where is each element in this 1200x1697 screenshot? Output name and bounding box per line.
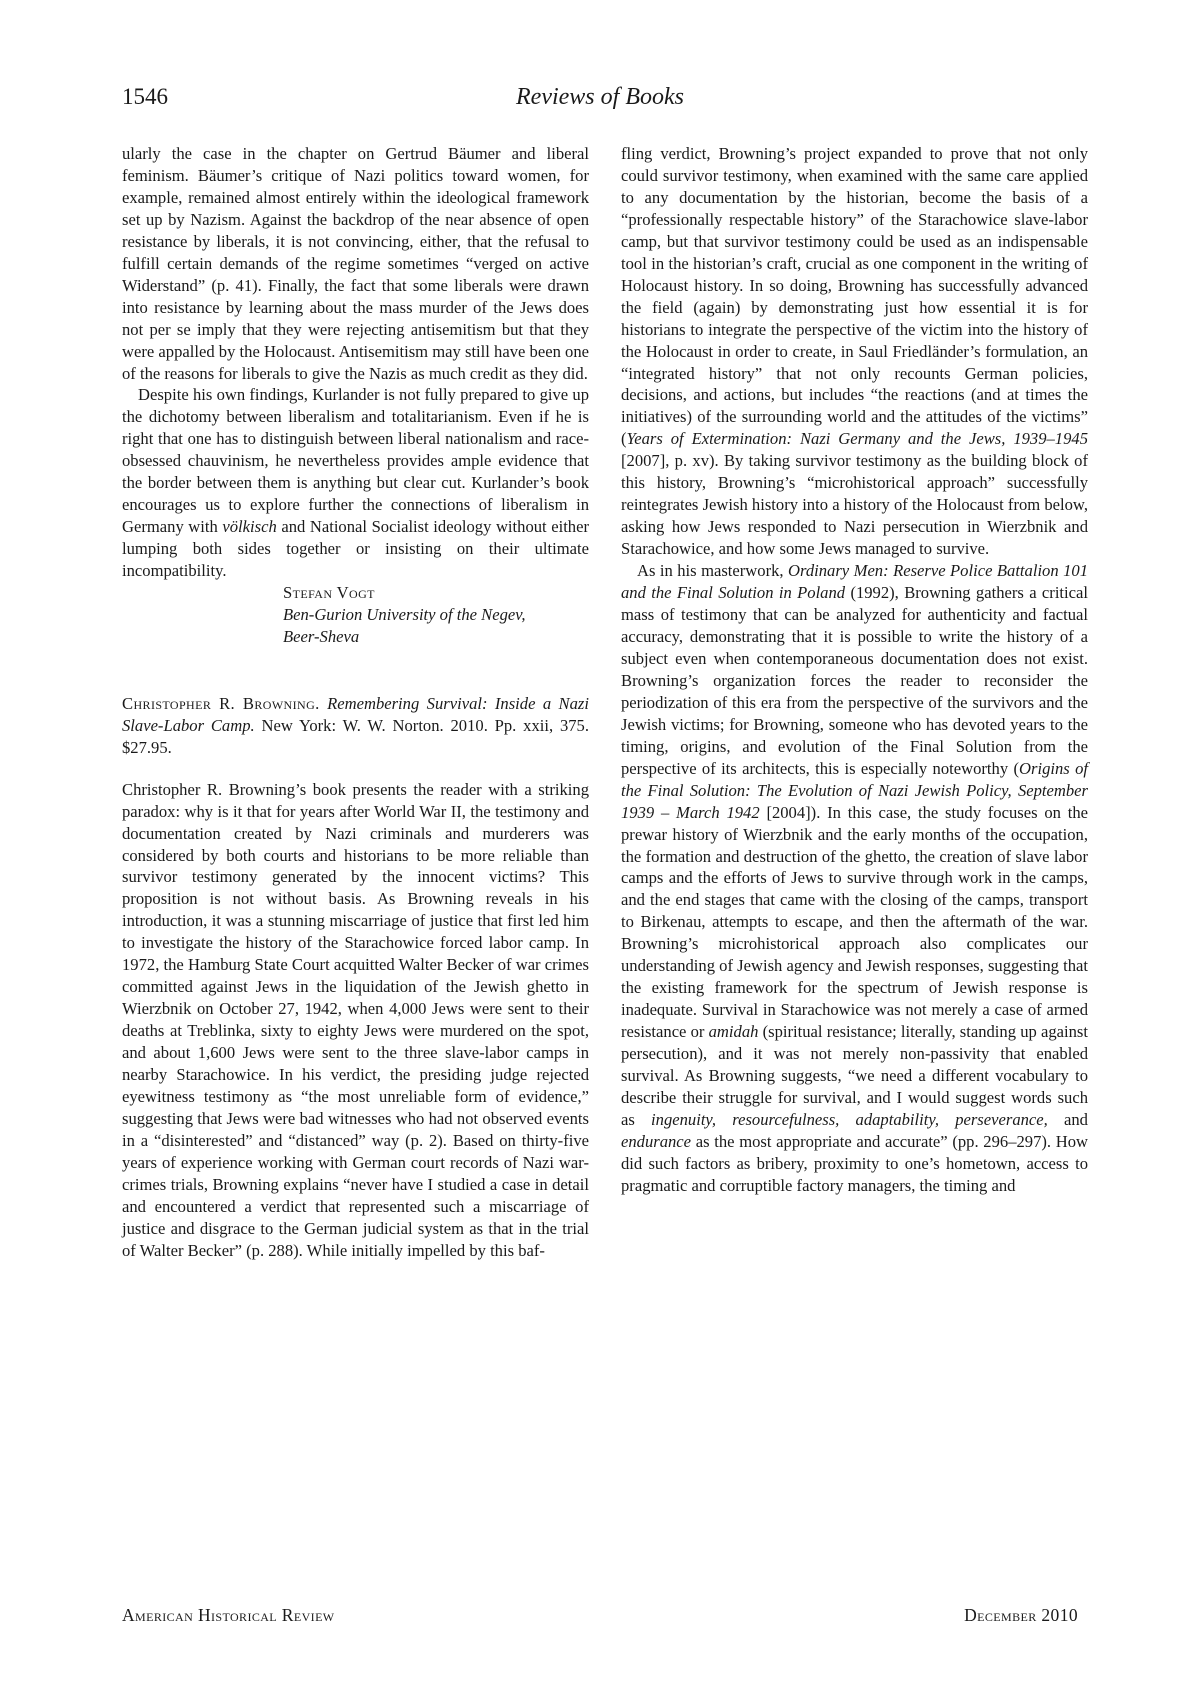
- text-run: and National Socialist ideology without either lumping both sides together or insisting on their ultimate incompatibility.: [122, 517, 589, 581]
- text-run: [2007], p. xv). By taking survivor testimony as the building block of this history, Browning’s “microhistorical approach” successfully reintegrates Jewish history into a history of the Holocaust from below, asking how Jews responded to Nazi persecution in Wierzbnik and Starachowice, and how some Jews managed to survive.: [621, 451, 1088, 559]
- italic-term: amidah: [708, 1022, 759, 1042]
- body-paragraph: [621, 560, 1088, 1197]
- text-run: and: [1047, 1109, 1088, 1129]
- body-paragraph: Christopher R. Browning’s book presents the reader with a striking paradox: why is it that for years after World War II, the testimony and documentation created by Nazi criminals and murderers was considered by both courts and historians to be more reliable than survivor testimony generated by the innocent victims? This proposition is not without basis. As Browning reveals in his introduction, it was a stunning miscarriage of justice that first led him to investigate the history of the Starachowice forced labor camp. In 1972, the Hamburg State Court acquitted Walter Becker of war crimes committed against Jews in the liquidation of the Jewish ghetto in Wierzbnik on October 27, 1942, when 4,000 Jews were sent to their deaths at Treblinka, sixty to eighty Jews were murdered on the spot, and about 1,600 Jews were sent to the three slave-labor camps in nearby Starachowice. In his verdict, the presiding judge rejected eyewitness testimony as “the most unreliable form of evidence,” suggesting that Jews were bad witnesses who had not observed events in a “disinterested” and “distanced” way (p. 2). Based on thirty-five years of experience working with German court records of Nazi war-crimes trials, Browning explains “never have I studied a case in detail and encountered a verdict that represented such a miscarriage of justice and disgrace to the German judicial system as that in the trial of Walter Becker” (p. 288). While initially impelled by this baf-: [122, 779, 589, 1260]
- italic-term: endurance: [621, 1131, 692, 1151]
- text-run: as the most appropriate and accurate” (pp. 296–297). How did such factors as bribery, proximity to one’s hometown, access to pragmatic and corruptible factory managers, the timing and: [621, 1131, 1088, 1195]
- text-run: Despite his own findings, Kurlander is not fully prepared to give up the dichotomy between liberalism and totalitarianism. Even if he is right that one has to distinguish between liberal nationalism and race-obsessed chauvinism, he nevertheless provides ample evidence that the border between them is anything but clear cut. Kurlander’s book encourages us to explore further the connections of liberalism in Germany with: [122, 385, 589, 537]
- left-column: [122, 143, 589, 1262]
- book-author: Christopher R. Browning.: [122, 693, 320, 713]
- book-details: New York: W. W. Norton. 2010. Pp. xxii, 375. $27.95.: [122, 715, 589, 757]
- italic-title: Origins of the Final Solution: The Evolution of Nazi Jewish Policy, September 1939 – March 1942: [621, 758, 1088, 822]
- running-title: Reviews of Books: [516, 84, 684, 110]
- reviewer-name: Stefan Vogt: [283, 583, 375, 603]
- body-paragraph: [122, 384, 589, 582]
- body-paragraph: ularly the case in the chapter on Gertrud Bäumer and liberal feminism. Bäumer’s critique of Nazi politics toward women, for example, remained almost entirely within the ideological framework set up by Nazism. Against the backdrop of the near absence of open resistance by liberals, it is not convincing, either, that the refusal to fulfill certain demands of the regime sometimes “verged on active Widerstand” (p. 41). Finally, the fact that some liberals were drawn into resistance by learning about the mass murder of the Jews does not per se imply that they were rejecting antisemitism but that they were appalled by the Holocaust. Antisemitism may still have been one of the reasons for liberals to give the Nazis as much credit as they did.: [122, 144, 589, 383]
- text-run: (spiritual resistance; literally, standing up against persecution), and it was not merely non-passivity that enabled survival. As Browning suggests, “we need a different vocabulary to describe their struggle for survival, and I would suggest words such as: [621, 1022, 1088, 1129]
- text-run: fling verdict, Browning’s project expanded to prove that not only could survivor testimony, when examined with the same care applied to any documentation by the historian, become the basis of a “professionally respectable history” of the Starachowice slave-labor camp, but that survivor testimony could be used as an indispensable tool in the historian’s craft, crucial as one component in the writing of Holocaust history. In so doing, Browning has successfully advanced the field (again) by demonstrating just how essential it is for historians to integrate the perspective of the victim into the history of the Holocaust in order to create, in Saul Friedländer’s formulation, an “integrated history” that not only recounts German policies, decisions, and actions, but includes “the reactions (and at times the initiatives) of the surrounding world and the attitudes of the victims” (: [621, 144, 1088, 449]
- italic-title: Years of Extermination: Nazi Germany and the Jews, 1939–1945: [626, 429, 1088, 449]
- italic-term: ingenuity, resourcefulness, adaptability, perseverance,: [651, 1109, 1048, 1129]
- journal-name: American Historical Review: [122, 1605, 335, 1625]
- italic-term: völkisch: [222, 517, 277, 537]
- reviewer-signature: [283, 582, 589, 648]
- text-run: [2004]). In this case, the study focuses on the prewar history of Wierzbnik and the early months of the occupation, the formation and destruction of the ghetto, the creation of slave labor camps and the efforts of Jews to survive through work in the camps, and the end stages that came with the closing of the camps, transport to Birkenau, attempts to escape, and then the aftermath of the war. Browning’s microhistorical approach also complicates our understanding of Jewish agency and Jewish responses, suggesting that the existing framework for the spectrum of Jewish response is inadequate. Survival in Starachowice was not merely a case of armed resistance or: [621, 802, 1088, 1042]
- text-run: As in his masterwork,: [637, 561, 789, 581]
- book-citation: [122, 693, 589, 759]
- reviewer-city: Beer-Sheva: [283, 626, 360, 646]
- text-run: (1992), Browning gathers a critical mass of testimony that can be analyzed for authenticity and factual accuracy, demonstrating that it is possible to write the history of a subject even when contemporaneous documentation does not exist. Browning’s organization forces the reader to reconsider the periodization of this era from the perspective of the survivors and the Jewish victims; for Browning, someone who has devoted years to the timing, origins, and evolution of the Final Solution from the perspective of its architects, this is especially noteworthy (: [621, 583, 1088, 778]
- right-column: [621, 143, 1088, 1197]
- italic-title: Ordinary Men: Reserve Police Battalion 101 and the Final Solution in Poland: [621, 561, 1088, 603]
- book-title: Remembering Survival: Inside a Nazi Slave-Labor Camp.: [122, 693, 589, 735]
- body-paragraph: [621, 143, 1088, 560]
- reviewer-affiliation: Ben-Gurion University of the Negev,: [283, 604, 526, 624]
- page-number: 1546: [122, 84, 168, 109]
- issue-date: December 2010: [964, 1605, 1078, 1625]
